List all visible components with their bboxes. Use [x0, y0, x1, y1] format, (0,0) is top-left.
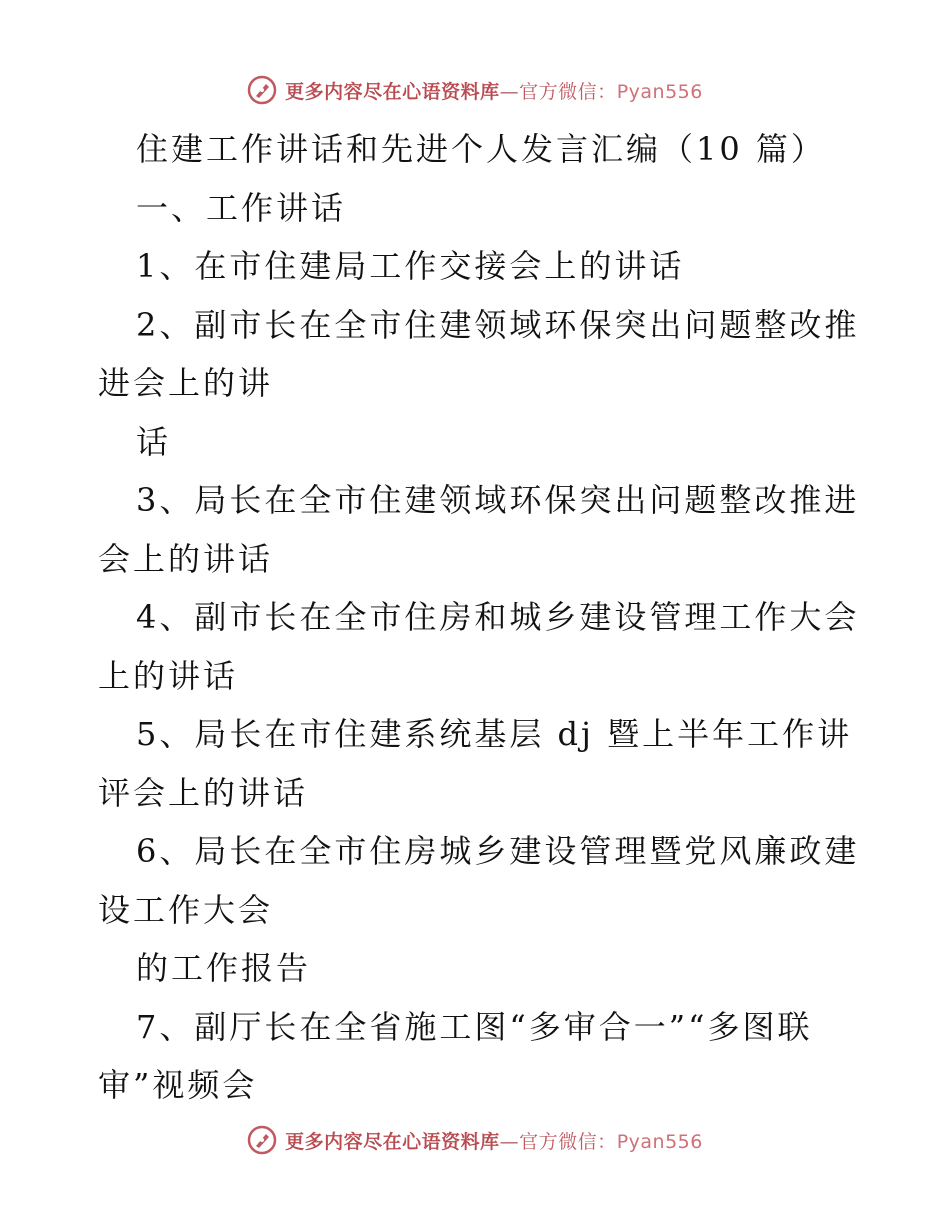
- document-line: 进会上的讲: [98, 364, 274, 402]
- document-line: 会上的讲话: [98, 539, 274, 578]
- document-line: 1、在市住建局工作交接会上的讲话: [136, 247, 685, 285]
- document-body: [98, 120, 860, 1115]
- document-line: 上的讲话: [98, 656, 239, 695]
- document-line: 7、副厅长在全省施工图“多审合一”“多图联: [136, 1007, 813, 1046]
- document-line: 的工作报告: [136, 949, 312, 987]
- watermark-text: 更多内容尽在心语资料库—官方微信：Pyan556: [285, 80, 703, 103]
- document-line: 审”视频会: [98, 1066, 258, 1104]
- footer-watermark: [0, 1120, 950, 1160]
- document-line: 3、局长在全市住建领域环保突出问题整改推进: [136, 481, 860, 519]
- header-watermark: [0, 70, 950, 110]
- document-line: 5、局长在市住建系统基层 dj 暨上半年工作讲: [136, 715, 853, 753]
- pen-circle-logo-icon: [247, 75, 277, 105]
- document-line: 话: [136, 422, 172, 461]
- document-line: 一、工作讲话: [136, 188, 347, 227]
- document-line: 4、副市长在全市住房和城乡建设管理工作大会: [136, 598, 860, 636]
- document-line: 住建工作讲话和先进个人发言汇编（10 篇）: [136, 130, 826, 168]
- document-line: 2、副市长在全市住建领域环保突出问题整改推: [136, 305, 860, 344]
- pen-circle-logo-icon: [247, 1125, 277, 1155]
- document-line: 设工作大会: [98, 890, 274, 929]
- document-line: 6、局长在全市住房城乡建设管理暨党风廉政建: [136, 832, 860, 870]
- watermark-text: 更多内容尽在心语资料库—官方微信：Pyan556: [285, 1130, 703, 1153]
- document-line: 评会上的讲话: [98, 773, 309, 812]
